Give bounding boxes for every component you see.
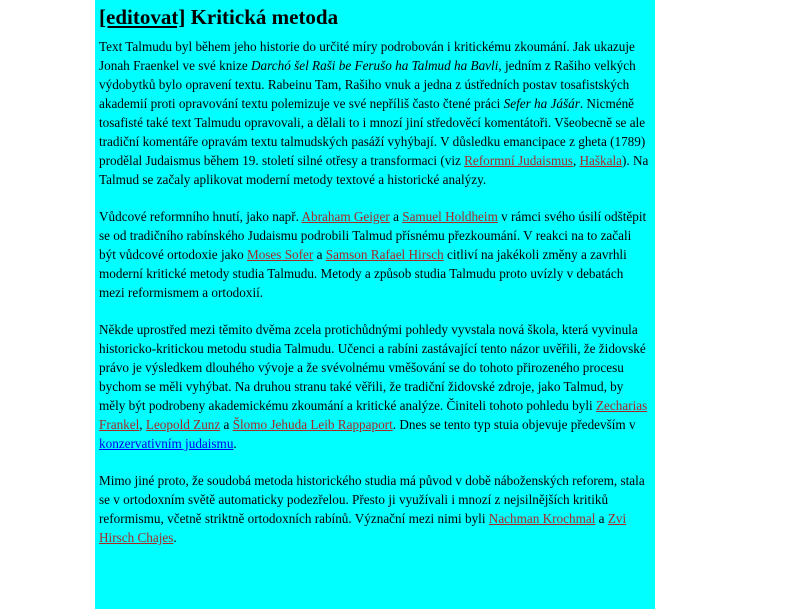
link-samson-rafael-hirsch[interactable]: Samson Rafael Hirsch xyxy=(325,247,444,262)
paragraph-text: a xyxy=(220,417,233,432)
paragraph-text: , jedním z Rašiho velkých výdobytků bylo opravení textu. Rabeinu Tam, Rašiho vnuk a jedna z ústředních postav tosafistských akademií proti opravování textu polemizuje ve své nepříliš často čtené práci xyxy=(99,58,636,111)
link-moses-sofer[interactable]: Moses Sofer xyxy=(246,247,314,262)
link-slomo-jehuda-leib-rappaport[interactable]: Šlomo Jehuda Leib Rappaport xyxy=(232,417,393,432)
paragraph-text: a xyxy=(595,511,608,526)
paragraph-text: a xyxy=(389,209,403,224)
paragraph-text: ). Na Talmud se začaly aplikovat moderní metody textové a historické analýzy. xyxy=(99,153,649,187)
paragraph-text: Text Talmudu byl během jeho historie do určité míry podrobován i kritickému zkoumání. Jak ukazuje Jonah Fraenkel ve své knize xyxy=(99,39,635,73)
paragraph-1 xyxy=(99,37,650,189)
link-samuel-holdheim[interactable]: Samuel Holdheim xyxy=(402,209,498,224)
book-title: Sefer ha Jášár xyxy=(503,96,580,111)
paragraph-text: Vůdcové reformního hnutí, jako např. xyxy=(99,209,302,224)
paragraph-text: . Dnes se tento typ stuia objevuje především v xyxy=(392,417,636,432)
paragraph-4 xyxy=(99,471,650,547)
paragraph-2 xyxy=(99,207,650,302)
link-haskala[interactable]: Haškala xyxy=(579,153,623,168)
paragraph-3 xyxy=(99,320,650,453)
link-abraham-geiger[interactable]: Abraham Geiger xyxy=(301,209,390,224)
article-content xyxy=(95,0,655,609)
paragraph-text: Mimo jiné proto, že soudobá metoda historického studia má původ v době náboženských reforem, stala se v ortodoxním světě automaticky podezřelou. Přesto ji využívali i mnozí z nejsilnějších kritiků reformismu, včetně striktně ortodoxních rabínů. Význační mezi nimi byli xyxy=(99,473,645,526)
paragraph-text: , xyxy=(572,153,580,168)
section-heading xyxy=(99,3,650,31)
link-leopold-zunz[interactable]: Leopold Zunz xyxy=(145,417,221,432)
section-title: Kritická metoda xyxy=(190,5,339,29)
paragraph-text: citliví na jakékoli změny a zavrhli moderní kritické metody studia Talmudu. Metody a způsob studia Talmudu proto uvízly v debatách mezi reformismem a ortodoxií. xyxy=(99,247,627,300)
link-konzervativni-judaismus[interactable]: konzervativním judaismu xyxy=(99,436,234,451)
paragraph-text: . xyxy=(173,530,177,545)
edit-section-link[interactable]: [editovat] xyxy=(99,5,186,29)
book-title: Darchó šel Raši be Ferušo ha Talmud ha Bavli xyxy=(250,58,499,73)
paragraph-text: Někde uprostřed mezi těmito dvěma zcela protichůdnými pohledy vyvstala nová škola, která vyvinula historicko-kritickou metodu studia Talmudu. Učenci a rabíni zastávající tento názor uvěřili, že židovské právo je výsledkem dlouhého vývoje a že svévolnému vměšování se do tohoto přirozeného procesu bychom se měli vyhýbat. Na druhou stranu také věřili, že tradiční židovské zdroje, jako Talmud, by měly být podrobeny akademickému zkoumání a kritické analýze. Činiteli tohoto pohledu byli xyxy=(99,322,646,413)
link-reformni-judaismus[interactable]: Reformní Judaismus xyxy=(464,153,573,168)
paragraph-text: . xyxy=(233,436,237,451)
link-nachman-krochmal[interactable]: Nachman Krochmal xyxy=(488,511,596,526)
paragraph-text: a xyxy=(313,247,326,262)
paragraph-text: v rámci svého úsilí odštěpit se od tradičního rabínského Judaismu podrobili Talmud přísnému přezkoumání. V reakci na to začali být vůdcové ortodoxie jako xyxy=(99,209,647,262)
paragraph-text: , xyxy=(139,417,146,432)
link-zvi-hirsch-chajes[interactable]: Zvi Hirsch Chajes xyxy=(99,511,627,545)
link-zecharias-frankel[interactable]: Zecharias Frankel xyxy=(99,398,648,432)
paragraph-text: . Nicméně tosafisté také text Talmudu opravovali, a dělali to i mnozí jiní středověcí komentátoři. Všeobecně se ale tradiční komentáře opravám textu talmudských pasáží vyhýbají. V důsledku emancipace z gheta (1789) prodělal Judaismus během 19. století silné otřesy a transformaci (viz xyxy=(99,96,646,168)
